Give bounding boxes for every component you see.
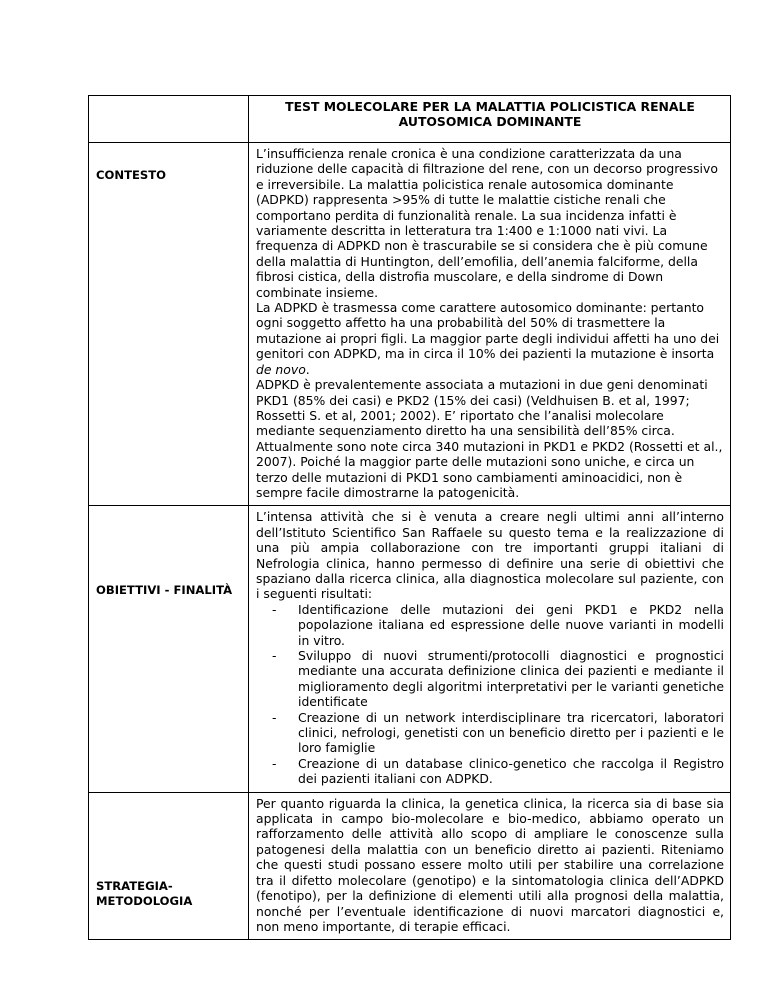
obiettivi-body-cell: [249, 506, 731, 792]
contesto-label: CONTESTO: [96, 168, 167, 182]
obiettivi-label: OBIETTIVI - FINALITÀ: [96, 583, 233, 598]
obiettivi-label-cell: [89, 506, 249, 792]
content-table: [88, 95, 731, 940]
contesto-body-cell: [249, 143, 731, 506]
contesto-paragraph-2: [256, 300, 724, 377]
strategia-label-cell: [89, 792, 249, 940]
contesto-paragraph-2-text: La ADPKD è trasmessa come carattere autosomico dominante: pertanto ogni soggetto affetto ha una probabilità del 50% di trasmettere la mutazione ai propri figli. La maggior parte degli individui affetti ha uno dei genitori con ADPKD, ma in circa il 10% dei pazienti la mutazione è insorta: [256, 300, 720, 362]
contesto-paragraph-1: L’insufficienza renale cronica è una condizione caratterizzata da una riduzione delle capacità di filtrazione del rene, con un decorso progressivo e irreversibile. La malattia policistica renale autosomica dominante (ADPKD) rappresenta >95% di tutte le malattie cistiche renali che comportano perdita di funzionalità renale. La sua incidenza infatti è variamente descritta in letteratura tra 1:400 e 1:1000 nati vivi. La frequenza di ADPKD non è trascurabile se si considera che è più comune della malattia di Huntington, dell’emofilia, dell’anemia falciforme, della fibrosi cistica, della distrofia muscolare, e della sindrome di Down combinate insieme.: [256, 146, 718, 300]
strategia-row: [89, 792, 731, 940]
list-item: - Identificazione delle mutazioni dei geni PKD1 e PKD2 nella popolazione italiana ed espressione delle nuove varianti in modelli in vitro.: [298, 602, 724, 648]
contesto-label-cell: [89, 143, 249, 506]
title-row: [89, 96, 731, 143]
obiettivi-intro: L’intensa attività che si è venuta a creare negli ultimi anni all’interno dell’Istituto Scientifico San Raffaele su questo tema e la realizzazione di una più ampia collaborazione con tre importanti gruppi italiani di Nefrologia clinica, hanno permesso di definire una serie di obiettivi che spaziano dalla ricerca clinica, alla diagnostica molecolare sul paziente, con i seguenti risultati:: [256, 509, 724, 602]
contesto-paragraph-3: ADPKD è prevalentemente associata a mutazioni in due geni denominati PKD1 (85% dei casi) e PKD2 (15% dei casi) (Veldhuisen B. et al, 1997; Rossetti S. et al, 2001; 2002). E’ riportato che l’analisi molecolare mediante sequenziamento diretto ha una sensibilità dell’85% circa. Attualmente sono note circa 340 mutazioni in PKD1 e PKD2 (Rossetti et al., 2007). Poiché la maggior parte delle mutazioni sono uniche, e circa un terzo delle mutazioni di PKD1 sono cambiamenti aminoacidici, non è sempre facile dimostrarne la patogenicità.: [256, 377, 723, 500]
strategia-text: Per quanto riguarda la clinica, la genetica clinica, la ricerca sia di base sia applicata in campo bio-molecolare e bio-medico, abbiamo operato un rafforzamento delle attività allo scopo di ampliare le conoscenze sulla patogenesi della malattia con un beneficio diretto ai pazienti. Riteniamo che questi studi possano essere molto utili per stabilire una correlazione tra il difetto molecolare (genotipo) e la sintomatologia clinica dell’ADPKD (fenotipo), per la definizione di elementi utili alla prognosi della malattia, nonché per l’eventuale identificazione di nuovi marcatori diagnostici e, non meno importante, di terapie efficaci.: [256, 795, 724, 934]
contesto-paragraph-2-end: .: [305, 361, 310, 377]
obiettivi-list: [256, 602, 724, 787]
list-item: - Creazione di un network interdisciplinare tra ricercatori, laboratori clinici, nefrologi, genetisti con un beneficio diretto per i pazienti e le loro famiglie: [298, 710, 724, 756]
title-label-cell: [89, 96, 249, 143]
de-novo-italic: de novo: [256, 361, 306, 377]
obiettivi-row: [89, 506, 731, 792]
title-cell: [249, 96, 731, 143]
strategia-label: STRATEGIA-METODOLOGIA: [96, 878, 193, 909]
contesto-row: [89, 143, 731, 506]
document-title: TEST MOLECOLARE PER LA MALATTIA POLICISTICA RENALE AUTOSOMICA DOMINANTE: [285, 99, 695, 130]
list-item: - Sviluppo di nuovi strumenti/protocolli diagnostici e prognostici mediante una accurata definizione clinica dei pazienti e mediante il miglioramento degli algoritmi interpretativi per le varianti genetiche identificate: [298, 648, 724, 710]
list-item: - Creazione di un database clinico-genetico che raccolga il Registro dei pazienti italiani con ADPKD.: [298, 756, 724, 787]
strategia-body-cell: [249, 792, 731, 940]
